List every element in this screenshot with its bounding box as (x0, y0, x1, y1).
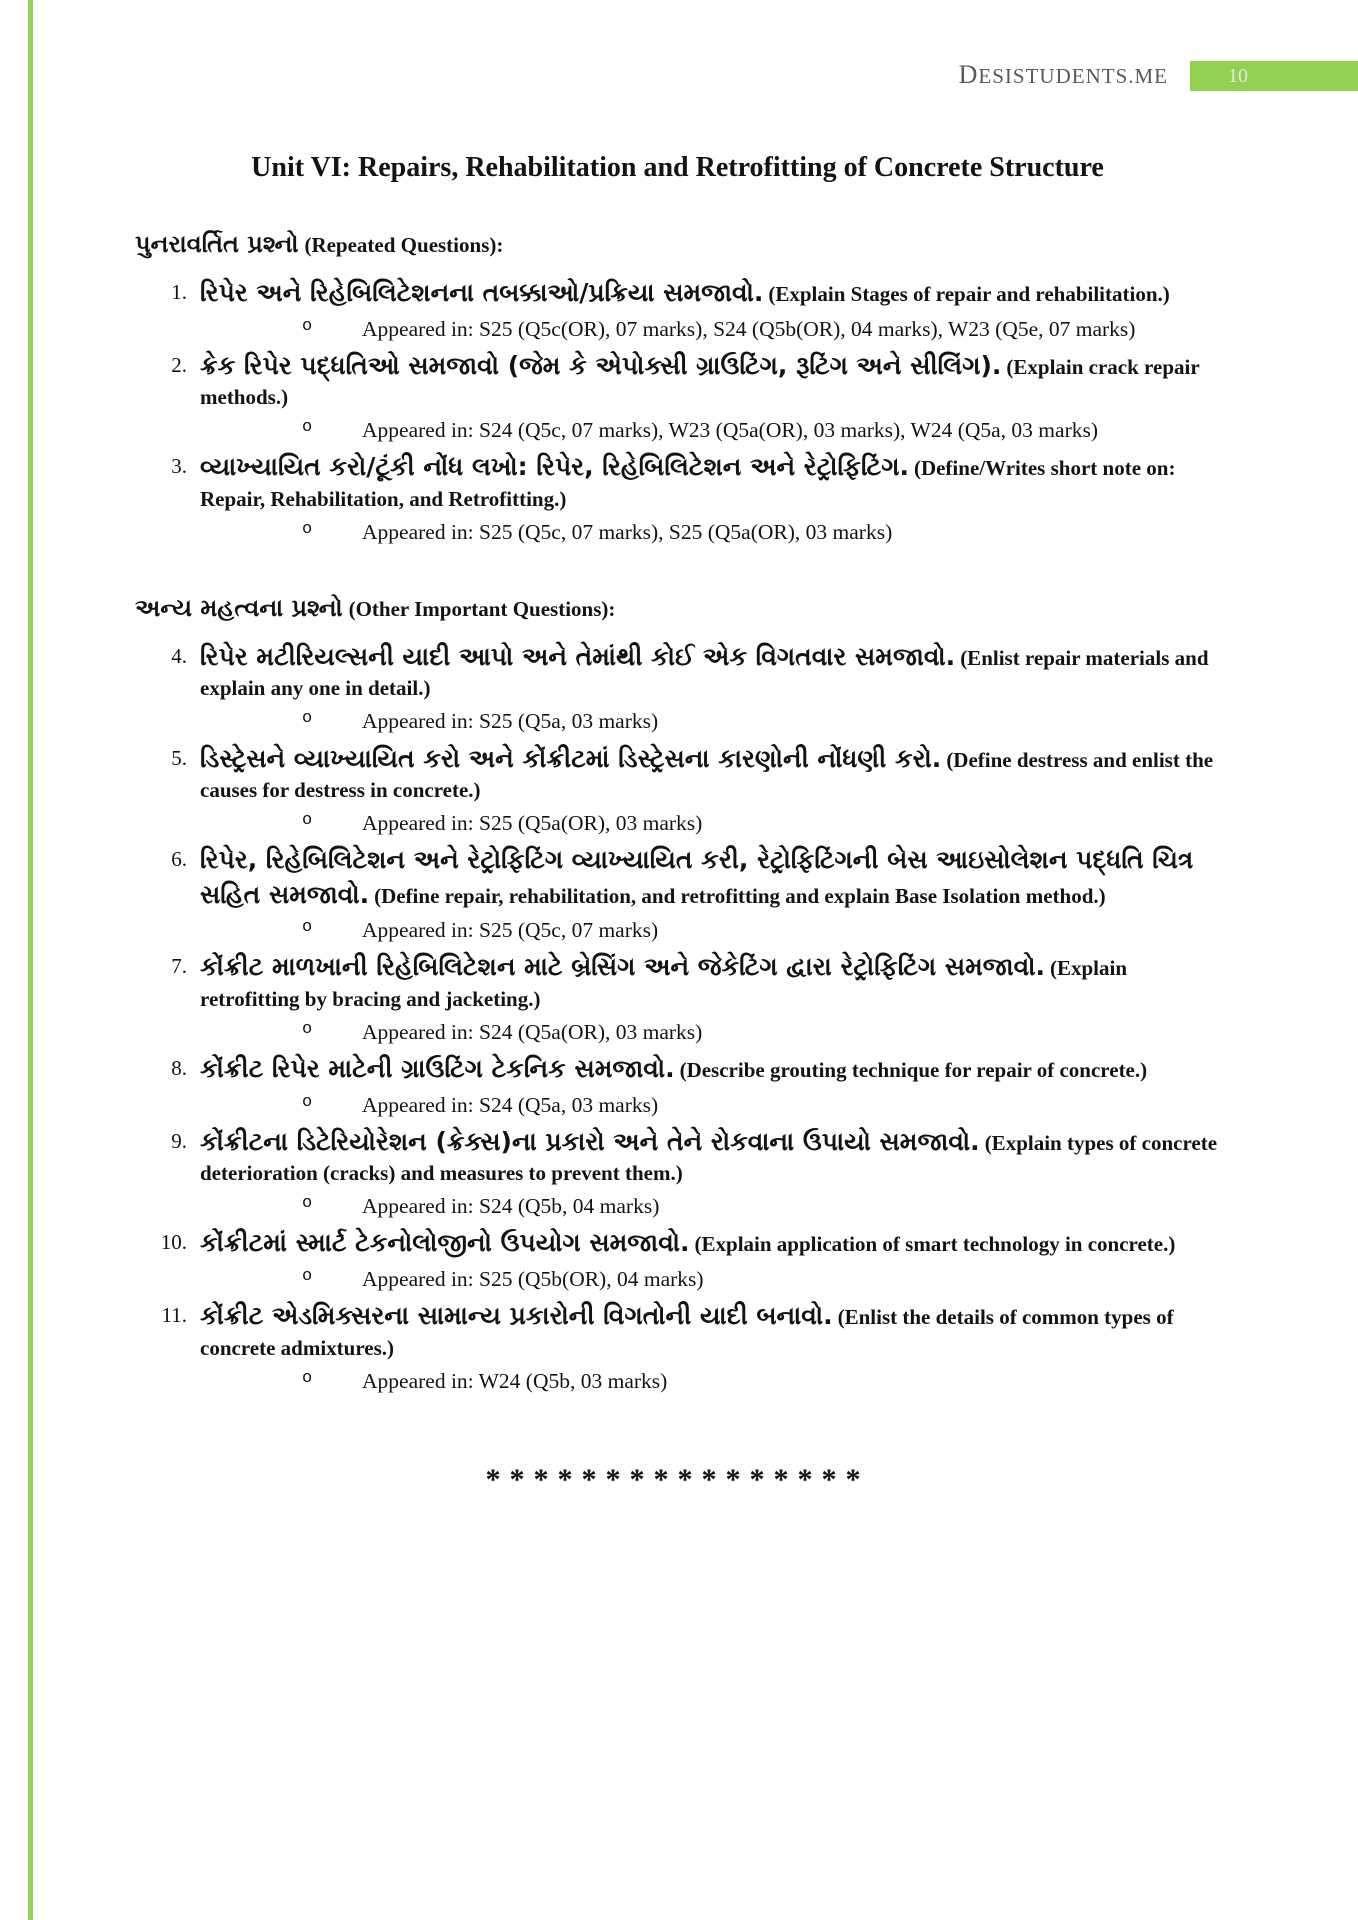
appeared-text: Appeared in: S24 (Q5c, 07 marks), W23 (Q5a(OR), 03 marks), W24 (Q5a, 03 marks) (362, 418, 1099, 443)
question-item (135, 640, 1220, 738)
question-item (135, 1125, 1220, 1223)
question-text-english: (Explain types of concrete deterioration (cracks) and measures to prevent them.) (200, 1130, 1218, 1186)
level2-bullet-icon: o (302, 811, 313, 831)
level2-bullet-icon: o (302, 1019, 313, 1039)
question-text-english: (Define repair, rehabilitation, and retrofitting and explain Base Isolation method.) (374, 883, 1106, 908)
appeared-line (200, 1017, 1220, 1048)
appeared-line (200, 1366, 1220, 1397)
appeared-line (200, 314, 1220, 345)
question-text-english: (Explain crack repair methods.) (200, 354, 1200, 410)
level2-bullet-icon: o (302, 1092, 313, 1112)
question-text-english: (Define/Writes short note on: Repair, Rehabilitation, and Retrofitting.) (200, 456, 1176, 511)
appeared-text: Appeared in: S25 (Q5b(OR), 04 marks) (362, 1266, 704, 1291)
question-text-english: (Define destress and enlist the causes for destress in concrete.) (200, 747, 1214, 803)
question-item (135, 349, 1220, 447)
page-title: Unit VI: Repairs, Rehabilitation and Retrofitting of Concrete Structure (251, 152, 1104, 183)
footer-separator-stars: **************** (485, 1462, 870, 1496)
section-heading-gujarati: અન્ય મહત્વના પ્રશ્નો (135, 593, 343, 622)
question-number: 1. (171, 280, 187, 304)
question-text-gujarati: રિપેર મટીરિયલ્સની યાદી આપો અને તેમાંથી કોઈ એક વિગતવાર સમજાવો. (200, 641, 956, 671)
question-number: 6. (171, 847, 187, 872)
question-text-gujarati: કોંક્રીટ રિપેર માટેની ગ્રાઉટિંગ ટેકનિક સમજાવો. (200, 1054, 675, 1084)
question-text-english: (Describe grouting technique for repair of concrete.) (679, 1058, 1148, 1083)
question-item (135, 1226, 1220, 1295)
level2-bullet-icon: o (302, 918, 313, 938)
appeared-text: Appeared in: S25 (Q5a(OR), 03 marks) (362, 811, 703, 836)
appeared-text: Appeared in: S24 (Q5a(OR), 03 marks) (362, 1019, 703, 1044)
appeared-text: Appeared in: S25 (Q5c(OR), 07 marks), S24 (Q5b(OR), 04 marks), W23 (Q5e, 07 marks) (362, 316, 1136, 341)
appeared-line (200, 1264, 1220, 1295)
question-text (200, 950, 1220, 1013)
appeared-text: Appeared in: S24 (Q5a, 03 marks) (362, 1092, 659, 1117)
question-text (200, 349, 1220, 412)
question-number: 2. (171, 352, 187, 377)
question-number: 4. (171, 643, 187, 668)
question-text-gujarati: ક્રેક રિપેર પદ્ધતિઓ સમજાવો (જેમ કે એપોક્સી ગ્રાઉટિંગ, રૂટિંગ અને સીલિંગ). (200, 350, 1002, 380)
appeared-text: Appeared in: S25 (Q5a, 03 marks) (362, 709, 659, 734)
appeared-line (200, 1090, 1220, 1121)
question-text (200, 843, 1220, 912)
appeared-line (200, 706, 1220, 737)
level2-bullet-icon: o (302, 1368, 313, 1388)
question-text-gujarati: રિપેર અને રિહેબિલિટેશનના તબક્કાઓ/પ્રક્રિયા સમજાવો. (200, 278, 764, 307)
section-heading-english: (Other Important Questions): (348, 596, 616, 621)
left-accent-rule (28, 0, 33, 1920)
section-heading-english: (Repeated Questions): (304, 233, 504, 257)
question-text-english: (Explain application of smart technology in concrete.) (694, 1232, 1176, 1257)
appeared-line (200, 517, 1220, 548)
question-item (135, 843, 1220, 946)
question-number: 11. (161, 1303, 187, 1328)
question-item (135, 742, 1220, 840)
question-text (200, 742, 1220, 805)
question-text (200, 1052, 1220, 1087)
question-number: 3. (171, 454, 187, 479)
page-number-badge: 10 (1190, 61, 1358, 91)
question-item (135, 1299, 1220, 1397)
question-text-gujarati: કોંક્રીટમાં સ્માર્ટ ટેકનોલોજીનો ઉપયોગ સમજાવો. (200, 1228, 690, 1258)
question-text-english: (Enlist repair materials and explain any one in detail.) (200, 645, 1209, 701)
appeared-line (200, 415, 1220, 446)
page-header (959, 60, 1358, 91)
level2-bullet-icon: o (302, 519, 313, 539)
question-item (135, 450, 1220, 548)
question-number: 7. (171, 954, 187, 979)
question-text (200, 1299, 1220, 1362)
level2-bullet-icon: o (302, 316, 313, 336)
section-heading (135, 594, 1220, 622)
question-section (135, 230, 1220, 548)
question-text-gujarati: કોંક્રીટ એડમિક્સરના સામાન્ય પ્રકારોની વિગતોની યાદી બનાવો. (200, 1301, 833, 1331)
appeared-text: Appeared in: W24 (Q5b, 03 marks) (362, 1368, 668, 1393)
level2-bullet-icon: o (302, 1194, 313, 1214)
question-item (135, 276, 1220, 345)
sections-container (135, 230, 1220, 1397)
appeared-line (200, 1191, 1220, 1222)
question-list (135, 640, 1220, 1397)
section-heading (135, 230, 1220, 258)
appeared-line (200, 808, 1220, 839)
question-text-gujarati: રિપેર, રિહેબિલિટેશન અને રેટ્રોફિટિંગ વ્યાખ્યાયિત કરી, રેટ્રોફિટિંગની બેસ આઇસોલેશન પદ્ધતિ ચિત્ર સહિત સમજાવો. (200, 845, 1194, 909)
question-number: 5. (171, 745, 187, 770)
question-number: 9. (171, 1128, 187, 1153)
question-item (135, 1052, 1220, 1121)
appeared-text: Appeared in: S24 (Q5b, 04 marks) (362, 1194, 660, 1219)
question-text (200, 1226, 1220, 1261)
question-text-gujarati: કોંક્રીટ માળખાની રિહેબિલિટેશન માટે બ્રેસિંગ અને જેકેટિંગ દ્વારા રેટ્રોફિટિંગ સમજાવો. (200, 952, 1045, 982)
question-text (200, 276, 1220, 311)
question-item (135, 950, 1220, 1048)
question-text-gujarati: વ્યાખ્યાયિત કરો/ટૂંકી નોંધ લખો: રિપેર, રિહેબિલિટેશન અને રેટ્રોફિટિંગ. (200, 452, 909, 482)
question-list (135, 276, 1220, 548)
section-heading-gujarati: પુનરાવર્તિત પ્રશ્નો (135, 230, 299, 258)
appeared-text: Appeared in: S25 (Q5c, 07 marks) (362, 918, 659, 943)
question-text-english: (Explain Stages of repair and rehabilitation.) (768, 282, 1170, 306)
question-text-english: (Explain retrofitting by bracing and jacketing.) (200, 956, 1128, 1011)
site-name: DESISTUDENTS.ME (958, 60, 1168, 89)
question-number: 8. (171, 1056, 187, 1081)
question-text (200, 1125, 1220, 1188)
question-text-english: (Enlist the details of common types of concrete admixtures.) (200, 1305, 1174, 1360)
question-section (135, 594, 1220, 1397)
level2-bullet-icon: o (302, 418, 313, 438)
question-text (200, 450, 1220, 513)
question-text (200, 640, 1220, 703)
appeared-line (200, 915, 1220, 946)
level2-bullet-icon: o (302, 1266, 313, 1286)
question-number: 10. (160, 1230, 187, 1255)
question-text-gujarati: કોંક્રીટના ડિટેરિયોરેશન (ક્રેક્સ)ના પ્રકારો અને તેને રોકવાના ઉપાયો સમજાવો. (200, 1126, 980, 1156)
appeared-text: Appeared in: S25 (Q5c, 07 marks), S25 (Q5a(OR), 03 marks) (362, 519, 893, 544)
level2-bullet-icon: o (302, 709, 313, 729)
question-text-gujarati: ડિસ્ટ્રેસને વ્યાખ્યાયિત કરો અને કોંક્રીટમાં ડિસ્ટ્રેસના કારણોની નોંધણી કરો. (200, 743, 942, 773)
